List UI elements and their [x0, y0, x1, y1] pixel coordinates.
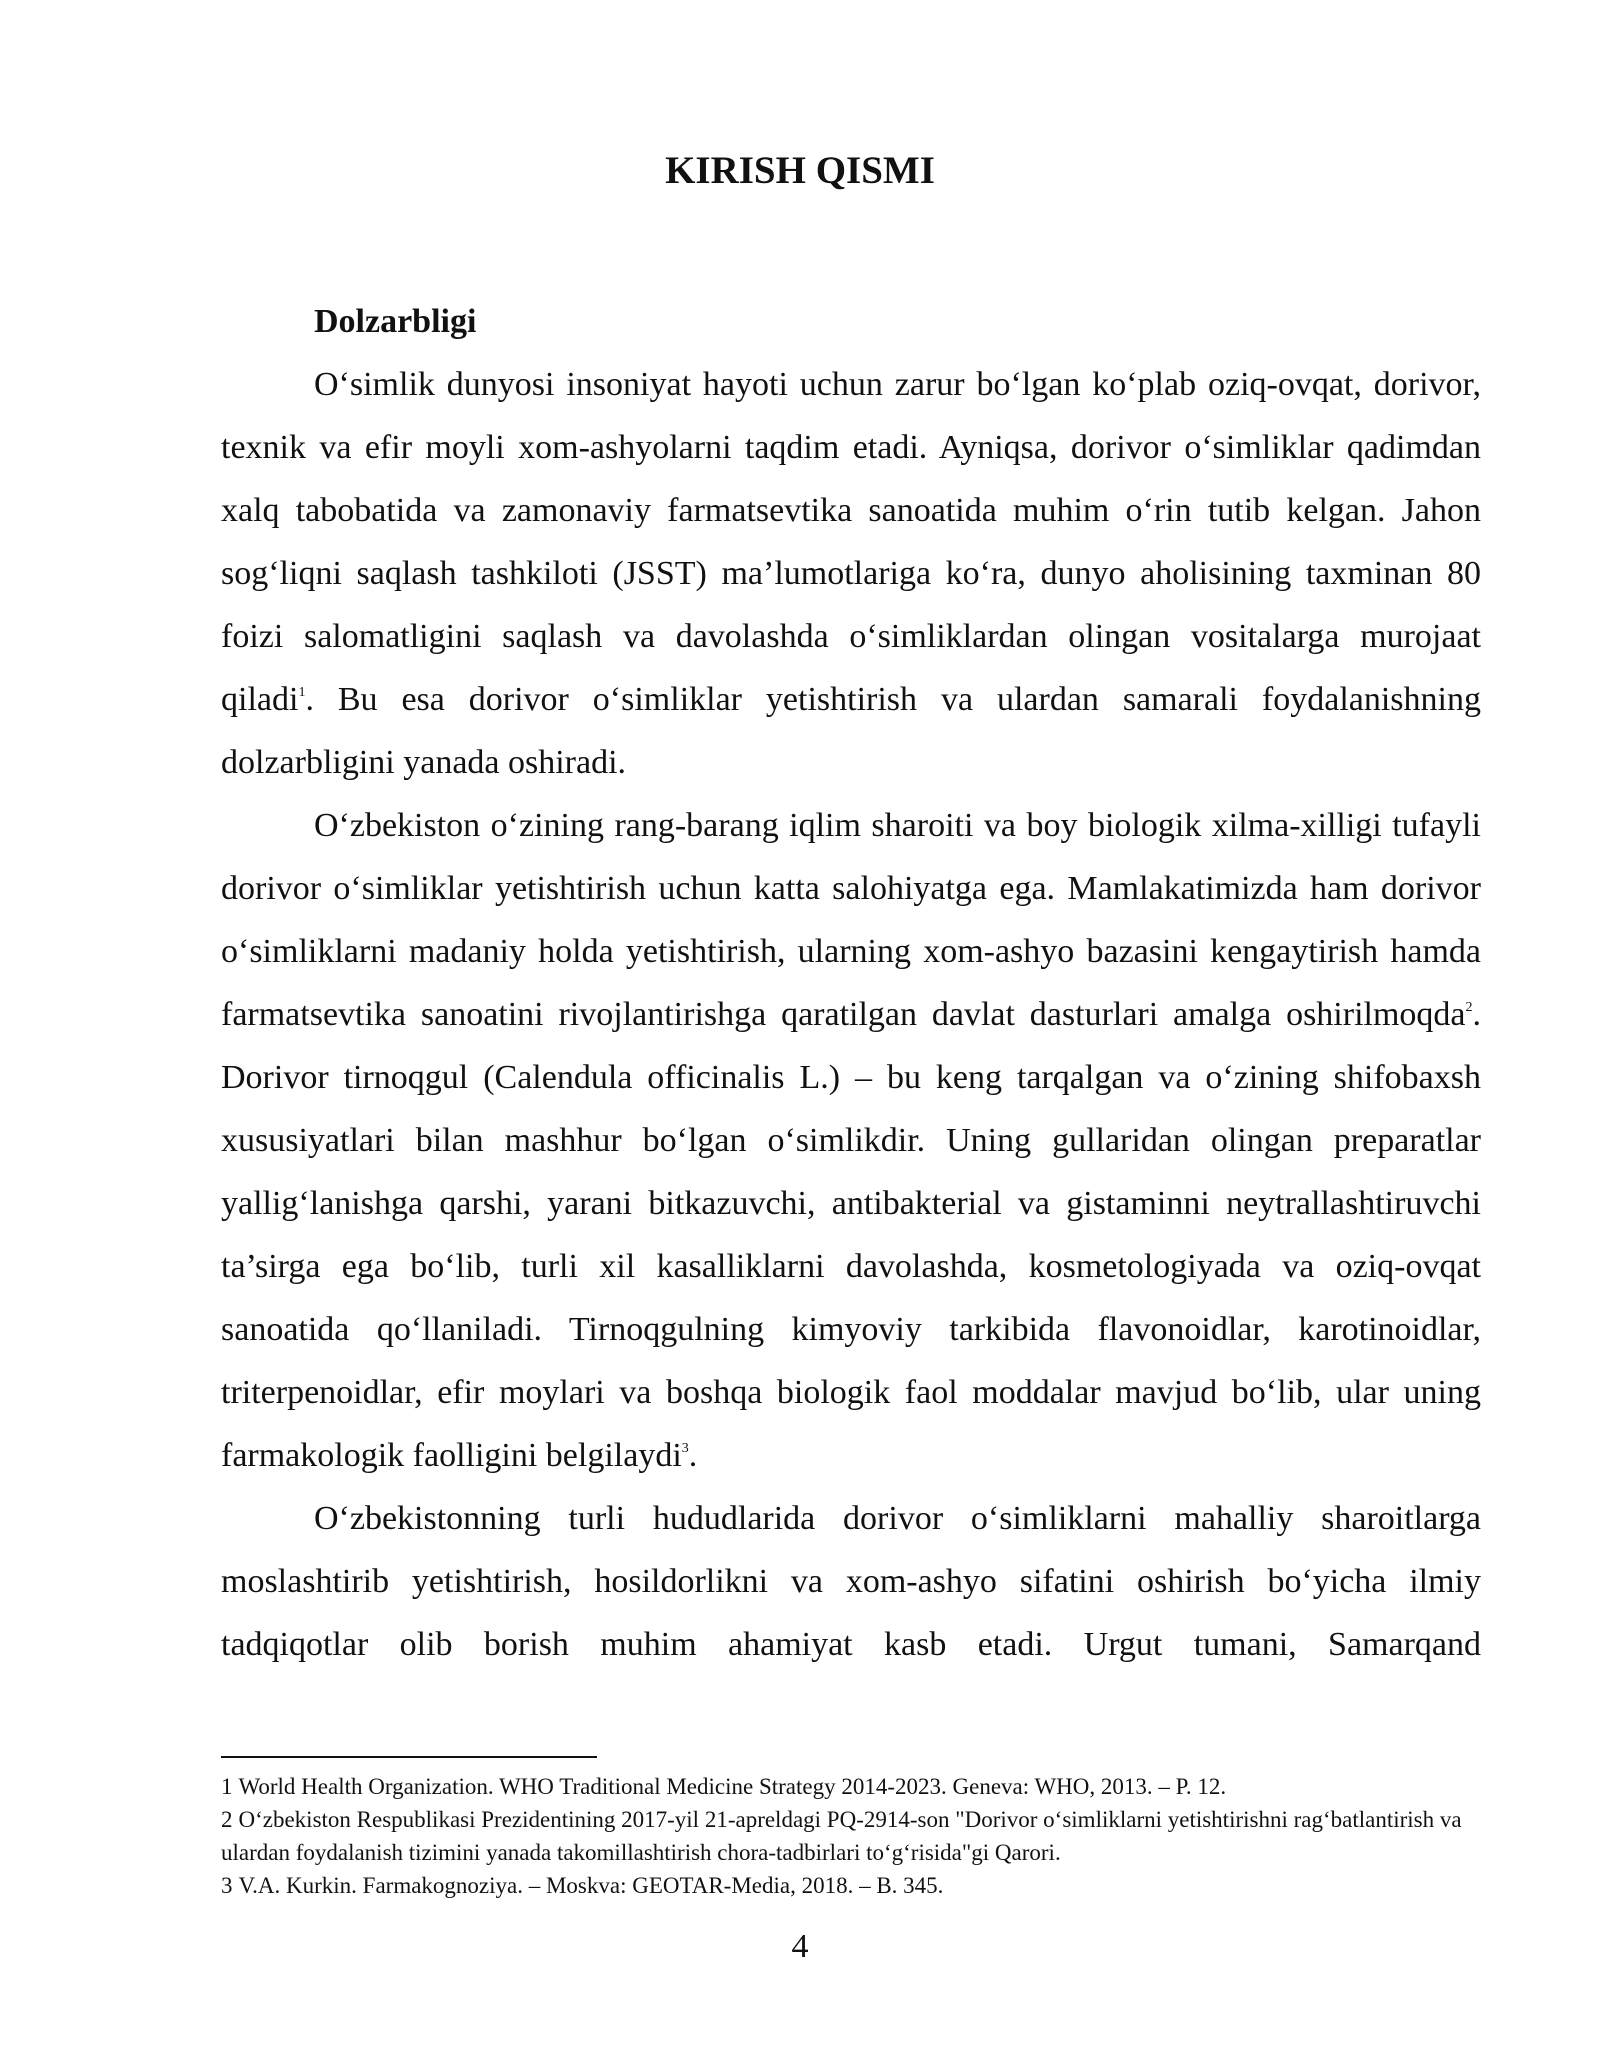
paragraph-text: O‘simlik dunyosi insoniyat hayoti uchun zarur bo‘lgan ko‘plab oziq-ovqat, dorivor, texnik va efir moyli xom-ashyolarni taqdim etadi. Ayniqsa, dorivor o‘simliklar qadimdan xalq tabobatida va zamonaviy farmatsevtika sanoatida muhim o‘rin tutib kelgan. Jahon sog‘liqni saqlash tashkiloti (JSST) ma’lumotlariga ko‘ra, dunyo aholisining taxminan 80 foizi salomatligini saqlash va davolashda o‘simliklardan olingan vositalarga murojaat qiladi — [221, 366, 1481, 718]
footnote-number: 2 — [221, 1807, 233, 1832]
paragraph-text: O‘zbekistonning turli hududlarida dorivor o‘simliklarni mahalliy sharoitlarga moslashtirib yetishtirish, hosildorlikni va xom-ashyo sifatini oshirish bo‘yicha ilmiy tadqiqotlar olib borish muhim ahamiyat kasb etadi. Urgut tumani, Samarqand — [221, 1500, 1481, 1663]
footnote-text: World Health Organization. WHO Traditional Medicine Strategy 2014-2023. Geneva: WHO, 2013. – P. 12. — [238, 1774, 1227, 1799]
footnote-text: V.A. Kurkin. Farmakognoziya. – Moskva: GEOTAR-Media, 2018. – B. 345. — [238, 1873, 944, 1898]
footnote-ref-2: 2 — [1465, 1000, 1473, 1015]
paragraph-text: . — [688, 1437, 698, 1474]
footnote-ref-3: 3 — [681, 1441, 689, 1456]
footnote-1 — [221, 1770, 1481, 1803]
paragraph-text: O‘zbekiston o‘zining rang-barang iqlim sharoiti va boy biologik xilma-xilligi tufayli dorivor o‘simliklar yetishtirish uchun katta salohiyatga ega. Mamlakatimizda ham dorivor o‘simliklarni madaniy holda yetishtirish, ularning xom-ashyo bazasini kengaytirish hamda farmatsevtika sanoatini rivojlantirishga qaratilgan davlat dasturlari amalga oshirilmoqda — [221, 807, 1481, 1033]
paragraph-text: . Bu esa dorivor o‘simliklar yetishtirish va ulardan samarali foydalanishning dolzarbligini yanada oshiradi. — [221, 681, 1481, 781]
footnotes — [221, 1770, 1481, 1902]
footnote-number: 1 — [221, 1774, 233, 1799]
footnote-number: 3 — [221, 1873, 233, 1898]
paragraph-text: . Dorivor tirnoqgul (Calendula officinalis L.) – bu keng tarqalgan va o‘zining shifobaxsh xususiyatlari bilan mashhur bo‘lgan o‘simlikdir. Uning gullaridan olingan preparatlar yallig‘lanishga qarshi, yarani bitkazuvchi, antibakterial va gistaminni neytrallashtiruvchi ta’sirga ega bo‘lib, turli xil kasalliklarni davolashda, kosmetologiyada va oziq-ovqat sanoatida qo‘llaniladi. Tirnoqgulning kimyoviy tarkibida flavonoidlar, karotinoidlar, triterpenoidlar, efir moylari va boshqa biologik faol moddalar mavjud bo‘lib, ular uning farmakologik faolligini belgilaydi — [221, 996, 1481, 1474]
footnote-ref-1: 1 — [298, 685, 306, 700]
body-text — [221, 290, 1481, 1676]
section-heading: Dolzarbligi — [314, 303, 477, 340]
paragraph-3 — [221, 1487, 1481, 1676]
paragraph-2 — [221, 794, 1481, 1487]
footnote-text: O‘zbekiston Respublikasi Prezidentining 2017-yil 21-apreldagi PQ-2914-son "Dorivor o‘simliklarni yetishtirishni rag‘batlantirish va ulardan foydalanish tizimini yanada takomillashtirish chora-tadbirlari to‘g‘risida"gi Qarori. — [221, 1807, 1462, 1865]
paragraph-1 — [221, 353, 1481, 794]
footnote-3 — [221, 1869, 1481, 1902]
page-title: KIRISH QISMI — [665, 149, 935, 192]
page-number: 4 — [791, 1928, 809, 1965]
footnote-2 — [221, 1803, 1481, 1869]
footnote-separator — [221, 1756, 597, 1758]
